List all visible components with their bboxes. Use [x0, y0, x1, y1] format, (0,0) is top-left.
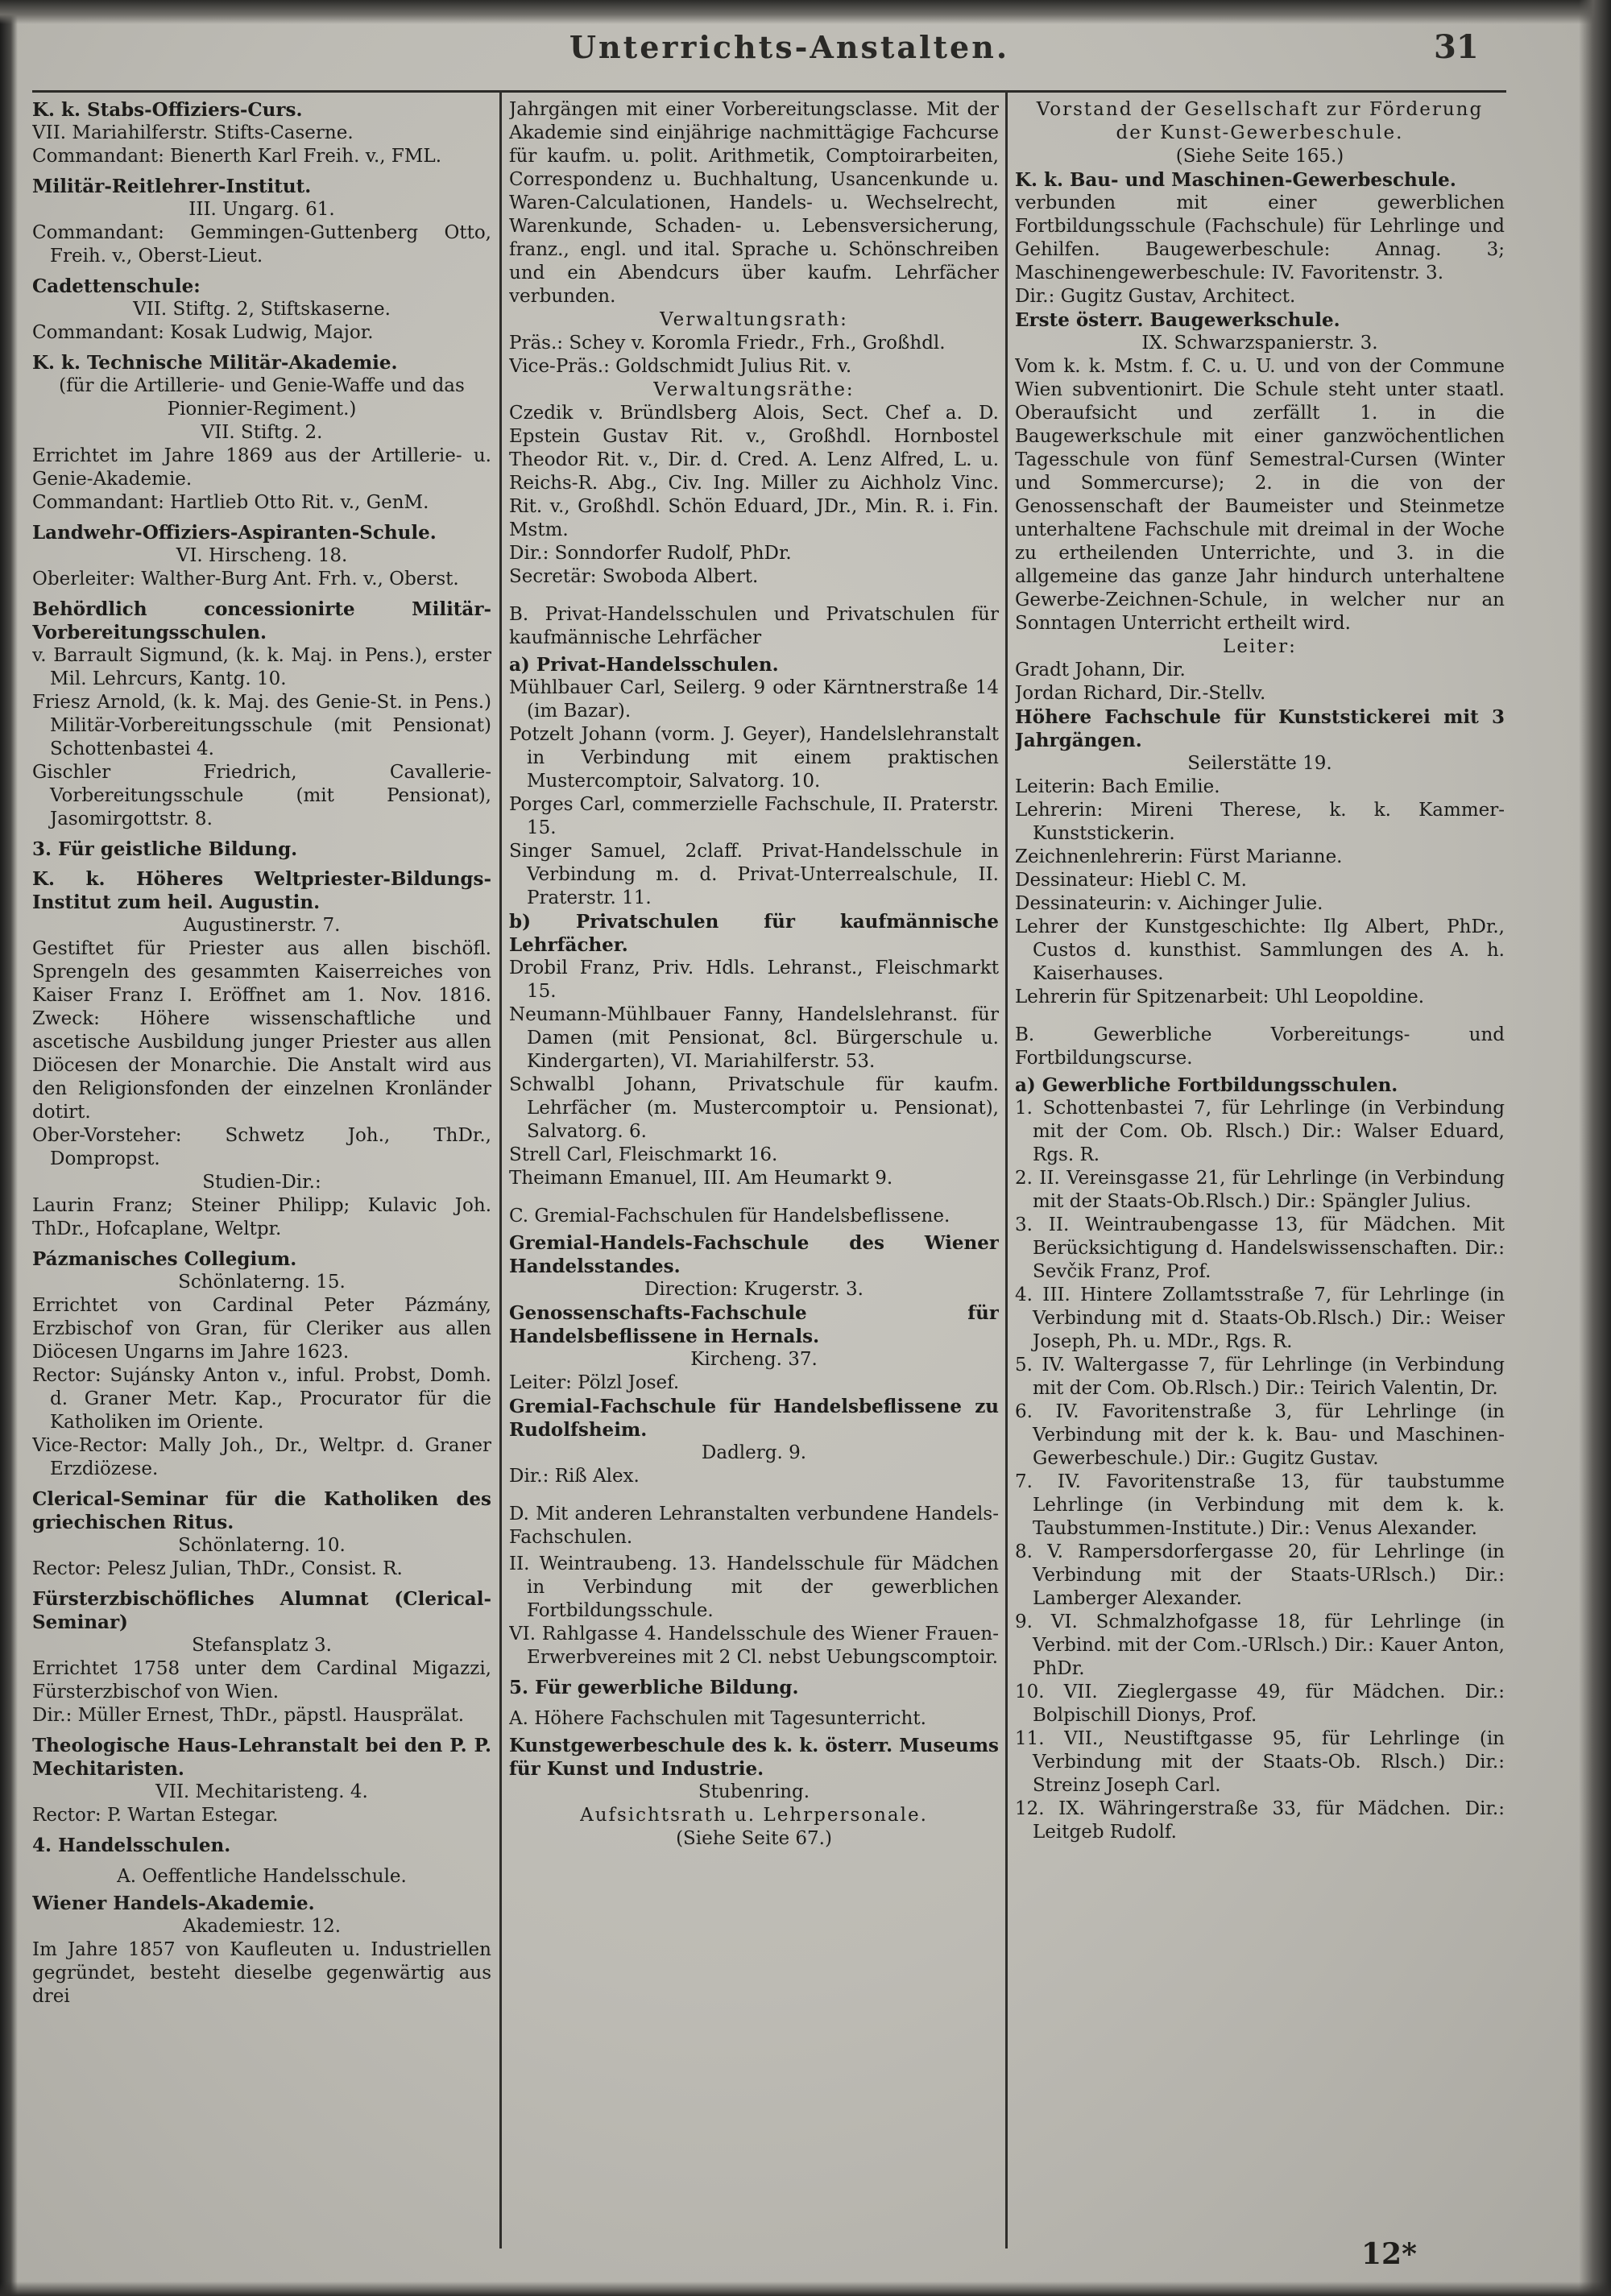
column-divider: [1005, 90, 1008, 2248]
school-entry: Friesz Arnold, (k. k. Maj. des Genie-St. in Pens.) Militär-Vorbereitungsschule (mit Pensionat) Schottenbastei 4.: [32, 692, 491, 759]
address: VI. Hirscheng. 18.: [176, 545, 348, 566]
section-heading: Kunstgewerbeschule des k. k. österr. Museums für Kunst und Industrie.: [509, 1735, 999, 1780]
school-entry: 9. VI. Schmalzhofgasse 18, für Lehrlinge (in Verbind. mit der Com.-URlsch.) Dir.: Kauer Anton, PhDr.: [1015, 1611, 1505, 1679]
person-entry: Dessinateur: Hiebl C. M.: [1015, 870, 1247, 891]
person-entry: Dir.: Riß Alex.: [509, 1466, 640, 1487]
running-head: Unterrichts-Anstalten.: [569, 29, 1010, 65]
address: Dadlerg. 9.: [701, 1442, 807, 1463]
address: VII. Stiftg. 2, Stiftskaserne.: [133, 299, 391, 320]
school-entry: 12. IX. Währingerstraße 33, für Mädchen. Dir.: Leitgeb Rudolf.: [1015, 1798, 1505, 1843]
label: Aufsichtsrath u. Lehrpersonale.: [580, 1805, 928, 1826]
description: verbunden mit einer gewerblichen Fortbildungsschule (Fachschule) für Lehrlinge und Gehilfen. Baugewerbeschule: Annag. 3; Maschinengewerbeschule: IV. Favoritenstr. 3.: [1015, 192, 1505, 283]
school-entry: 1. Schottenbastei 7, für Lehrlinge (in Verbindung mit der Com. Ob. Rlsch.) Dir.: Walser Eduard, Rgs. R.: [1015, 1098, 1505, 1165]
school-entry: 2. II. Vereinsgasse 21, für Lehrlinge (in Verbindung mit der Staats-Ob.Rlsch.) Dir.: Spängler Julius.: [1015, 1168, 1505, 1212]
column-1: [32, 98, 491, 2273]
section-heading: Höhere Fachschule für Kunststickerei mit 3 Jahrgängen.: [1015, 706, 1505, 751]
scan-edge-left: [0, 0, 18, 2296]
school-entry: Neumann-Mühlbauer Fanny, Handelslehranst. für Damen (mit Pensionat, 8cl. Bürgerschule u. Kindergarten), VI. Mariahilferstr. 53.: [509, 1004, 999, 1072]
school-entry: 10. VII. Zieglergasse 49, für Mädchen. Dir.: Bolpischill Dionys, Prof.: [1015, 1682, 1505, 1726]
address: Schönlaterng. 10.: [178, 1535, 346, 1556]
section-heading: a) Gewerbliche Fortbildungsschulen.: [1015, 1074, 1398, 1096]
person-entry: Lehrerin für Spitzenarbeit: Uhl Leopoldine.: [1015, 987, 1425, 1007]
description: Errichtet von Cardinal Peter Pázmány, Erzbischof von Gran, für Cleriker aus allen Diöcesen Ungarns im Jahre 1623.: [32, 1295, 491, 1363]
school-entry: 7. IV. Favoritenstraße 13, für taubstumme Lehrlinge (in Verbindung mit dem k. k. Taubstummen-Institute.) Dir.: Venus Alexander.: [1015, 1471, 1505, 1539]
section-heading: Pázmanisches Collegium.: [32, 1248, 297, 1270]
person-entry: Secretär: Swoboda Albert.: [509, 566, 759, 587]
person-entry: Dir.: Müller Ernest, ThDr., päpstl. Hausprälat.: [32, 1705, 465, 1726]
school-entry: Singer Samuel, 2claff. Privat-Handelsschule in Verbindung m. d. Privat-Unterrealschule, II. Praterstr. 11.: [509, 841, 999, 908]
person-entry: Leiterin: Bach Emilie.: [1015, 776, 1220, 797]
address: Stefansplatz 3.: [192, 1635, 332, 1656]
person-entry: Gradt Johann, Dir.: [1015, 660, 1186, 681]
section-heading: Cadettenschule:: [32, 275, 201, 297]
school-entry: Porges Carl, commerzielle Fachschule, II. Praterstr. 15.: [509, 794, 999, 838]
section-heading: Erste österr. Baugewerkschule.: [1015, 309, 1340, 331]
label: Verwaltungsräthe:: [653, 379, 855, 400]
subsection-heading: A. Oeffentliche Handelsschule.: [117, 1866, 407, 1887]
section-heading: Gremial-Fachschule für Handelsbeflissene zu Rudolfsheim.: [509, 1396, 999, 1441]
person-entry: Dir.: Sonndorfer Rudolf, PhDr.: [509, 543, 792, 564]
school-entry: Drobil Franz, Priv. Hdls. Lehranst., Fleischmarkt 15.: [509, 958, 999, 1002]
person-entry: Dessinateurin: v. Aichinger Julie.: [1015, 893, 1323, 914]
label: Vorstand der Gesellschaft zur Förderung der Kunst-Gewerbeschule.: [1036, 99, 1484, 143]
chapter-heading: 3. Für geistliche Bildung.: [32, 838, 298, 860]
person-entry: Rector: Pelesz Julian, ThDr., Consist. R.: [32, 1558, 403, 1579]
subsection-heading: B. Gewerbliche Vorbereitungs- und Fortbildungscurse.: [1015, 1024, 1505, 1069]
person-entry: Leiter: Pölzl Josef.: [509, 1372, 680, 1393]
section-heading: Wiener Handels-Akademie.: [32, 1893, 315, 1914]
section-heading: K. k. Technische Militär-Akademie.: [32, 352, 398, 374]
section-heading: Clerical-Seminar für die Katholiken des griechischen Ritus.: [32, 1488, 491, 1533]
label: Leiter:: [1223, 636, 1297, 657]
section-heading: b) Privatschulen für kaufmännische Lehrfächer.: [509, 911, 999, 956]
scan-edge-top: [0, 0, 1611, 24]
description: Vom k. k. Mstm. f. C. u. U. und von der Commune Wien subventionirt. Die Schule steht unter staatl. Oberaufsicht und zerfällt 1. in die Baugewerkschule mit einer ganzwöchentlichen Tagesschule von fünf Semestral-Cursen (Winter und Sommercurse); 2. in die von der Genossenschaft der Baumeister und Steinmetze unterhaltene Fachschule mit dreimal in der Woche zu ertheilenden Unterrichte, und 3. in die allgemeine das ganze Jahr hindurch unterhaltene Gewerbe-Zeichnen-Schule, in welcher nur an Sonntagen Unterricht ertheilt wird.: [1015, 356, 1505, 634]
section-heading: K. k. Höheres Weltpriester-Bildungs-Institut zum heil. Augustin.: [32, 868, 491, 913]
column-divider: [499, 90, 502, 2248]
school-entry: II. Weintraubeng. 13. Handelsschule für Mädchen in Verbindung mit der gewerblichen Fortbildungsschule.: [509, 1553, 999, 1621]
subsection-heading: A. Höhere Fachschulen mit Tagesunterricht.: [509, 1708, 926, 1729]
person-entry: Jordan Richard, Dir.-Stellv.: [1015, 683, 1266, 704]
person-entry: Rector: P. Wartan Estegar.: [32, 1805, 279, 1826]
person-entry: Commandant: Hartlieb Otto Rit. v., GenM.: [32, 492, 429, 513]
school-entry: Gischler Friedrich, Cavallerie-Vorbereitungsschule (mit Pensionat), Jasomirgottstr. 8.: [32, 762, 491, 829]
school-entry: VI. Rahlgasse 4. Handelsschule des Wiener Frauen-Erwerbvereines mit 2 Cl. nebst Uebungscomptoir.: [509, 1624, 999, 1668]
address: Kircheng. 37.: [690, 1349, 818, 1370]
school-entry: 6. IV. Favoritenstraße 3, für Lehrlinge (in Verbindung mit der k. k. Bau- und Maschinen-Gewerbeschule.) Dir.: Gugitz Gustav.: [1015, 1401, 1505, 1469]
header-rule: [32, 90, 1506, 93]
person-entry: Commandant: Bienerth Karl Freih. v., FML.: [32, 146, 441, 167]
page-reference: (Siehe Seite 165.): [1175, 146, 1344, 167]
column-3: [1015, 98, 1505, 2273]
school-entry: Strell Carl, Fleischmarkt 16.: [509, 1144, 778, 1165]
section-heading: Gremial-Handels-Fachschule des Wiener Handelsstandes.: [509, 1232, 999, 1277]
subsection-heading: B. Privat-Handelsschulen und Privatschulen für kaufmännische Lehrfächer: [509, 604, 999, 648]
signature-mark: 12*: [1361, 2237, 1417, 2271]
label: Verwaltungsrath:: [660, 309, 848, 330]
address: Augustinerstr. 7.: [183, 915, 341, 936]
school-entry: 8. V. Rampersdorfergasse 20, für Lehrlinge (in Verbindung mit der Staats-URlsch.) Dir.: Lamberger Alexander.: [1015, 1541, 1505, 1609]
scan-edge-right: [1579, 0, 1611, 2296]
address: IX. Schwarzspanierstr. 3.: [1141, 333, 1378, 354]
school-entry: 11. VII., Neustiftgasse 95, für Lehrlinge (in Verbindung mit der Staats-Ob. Rlsch.) Dir.: Streinz Joseph Carl.: [1015, 1728, 1505, 1796]
chapter-heading: 5. Für gewerbliche Bildung.: [509, 1677, 799, 1698]
label: Studien-Dir.:: [202, 1172, 321, 1193]
person-entry: Commandant: Gemmingen-Guttenberg Otto, Freih. v., Oberst-Lieut.: [32, 222, 491, 267]
note: (für die Artillerie- und Genie-Waffe und das Pionnier-Regiment.): [59, 375, 465, 420]
section-heading: Militär-Reitlehrer-Institut.: [32, 176, 312, 197]
address: III. Ungarg. 61.: [188, 199, 335, 220]
page-reference: (Siehe Seite 67.): [676, 1828, 832, 1849]
address: Stubenring.: [698, 1781, 810, 1802]
section-heading: K. k. Bau- und Maschinen-Gewerbeschule.: [1015, 169, 1456, 191]
note: Errichtet im Jahre 1869 aus der Artillerie- u. Genie-Akademie.: [32, 445, 491, 490]
person-entry: Oberleiter: Walther-Burg Ant. Frh. v., Oberst.: [32, 569, 459, 590]
scan-edge-bottom: [0, 2282, 1611, 2296]
person-entry: Commandant: Kosak Ludwig, Major.: [32, 322, 374, 343]
section-heading: Fürsterzbischöfliches Alumnat (Clerical-Seminar): [32, 1588, 491, 1633]
person-entry: Laurin Franz; Steiner Philipp; Kulavic Joh. ThDr., Hofcaplane, Weltpr.: [32, 1195, 491, 1239]
description: Jahrgängen mit einer Vorbereitungsclasse. Mit der Akademie sind einjährige nachmittägige Fachcurse für kaufm. u. polit. Arithmetik, Comptoirarbeiten, Correspondenz u. Buchhaltung, Usancenkunde u. Waren-Calculationen, Handels- u. Wechselrecht, Warenkunde, Schaden- u. Lebensversicherung, franz., engl. und ital. Sprache u. Schönschreiben und ein Abendcurs über kaufm. Lehrfächer verbunden.: [509, 99, 999, 307]
school-entry: Potzelt Johann (vorm. J. Geyer), Handelslehranstalt in Verbindung mit einem praktischen Mustercomptoir, Salvatorg. 10.: [509, 724, 999, 792]
person-entry: Lehrerin: Mireni Therese, k. k. Kammer-Kunststickerin.: [1015, 800, 1505, 844]
description: Gestiftet für Priester aus allen bischöfl. Sprengeln des gesammten Kaiserreiches von Kaiser Franz I. Eröffnet am 1. Nov. 1816. Zweck: Höhere wissenschaftliche und ascetische Ausbildung junger Priester aus allen Diöcesen der Monarchie. Die Anstalt wird aus den Religionsfonden der einzelnen Kronländer dotirt.: [32, 938, 491, 1123]
person-entry: Lehrer der Kunstgeschichte: Ilg Albert, PhDr., Custos d. kunsthist. Sammlungen des A. h. Kaiserhauses.: [1015, 916, 1505, 984]
chapter-heading: 4. Handelsschulen.: [32, 1835, 231, 1856]
section-heading: K. k. Stabs-Offiziers-Curs.: [32, 99, 303, 121]
page-number: 31: [1434, 28, 1479, 66]
address: Schönlaterng. 15.: [178, 1272, 346, 1293]
school-entry: 5. IV. Waltergasse 7, für Lehrlinge (in Verbindung mit der Com. Ob.Rlsch.) Dir.: Teirich Valentin, Dr.: [1015, 1355, 1505, 1399]
person-entry: Rector: Sujánsky Anton v., inful. Probst, Domh. d. Graner Metr. Kap., Procurator für die Katholiken im Oriente.: [32, 1365, 491, 1433]
subsection-heading: C. Gremial-Fachschulen für Handelsbeflissene.: [509, 1206, 950, 1227]
school-entry: Theimann Emanuel, III. Am Heumarkt 9.: [509, 1168, 893, 1189]
column-2: [509, 98, 999, 2273]
section-heading: Behördlich concessionirte Militär-Vorbereitungsschulen.: [32, 598, 491, 643]
school-entry: v. Barrault Sigmund, (k. k. Maj. in Pens.), erster Mil. Lehrcurs, Kantg. 10.: [32, 645, 491, 689]
description: Im Jahre 1857 von Kaufleuten u. Industriellen gegründet, besteht dieselbe gegenwärtig aus drei: [32, 1939, 491, 2007]
person-entry: Dir.: Gugitz Gustav, Architect.: [1015, 286, 1296, 307]
description: Errichtet 1758 unter dem Cardinal Migazzi, Fürsterzbischof von Wien.: [32, 1658, 491, 1702]
school-entry: 3. II. Weintraubengasse 13, für Mädchen. Mit Berücksichtigung d. Handelswissenschaften. Dir.: Sevčik Franz, Prof.: [1015, 1214, 1505, 1282]
section-heading: a) Privat-Handelsschulen.: [509, 654, 779, 676]
address: Direction: Krugerstr. 3.: [644, 1279, 863, 1300]
address: VII. Mechitaristeng. 4.: [155, 1781, 368, 1802]
address: Akademiestr. 12.: [182, 1916, 342, 1937]
address: Seilerstätte 19.: [1187, 753, 1332, 774]
person-entry: Vice-Präs.: Goldschmidt Julius Rit. v.: [509, 356, 852, 377]
section-heading: Theologische Haus-Lehranstalt bei den P. P. Mechitaristen.: [32, 1735, 491, 1780]
school-entry: 4. III. Hintere Zollamtsstraße 7, für Lehrlinge (in Verbindung mit d. Staats-Ob.Rlsch.) Dir.: Weiser Joseph, Ph. u. MDr., Rgs. R.: [1015, 1285, 1505, 1352]
person-entry: Vice-Rector: Mally Joh., Dr., Weltpr. d. Graner Erzdiözese.: [32, 1435, 491, 1479]
section-heading: Genossenschafts-Fachschule für Handelsbeflissene in Hernals.: [509, 1302, 999, 1347]
member-list: Czedik v. Bründlsberg Alois, Sect. Chef a. D. Epstein Gustav Rit. v., Großhdl. Hornbostel Theodor Rit. v., Dir. d. Cred. A. Lenz Alfred, L. u. Reichs-R. Abg., Civ. Ing. Miller zu Aichholz Vinc. Rit. v., Großhdl. Schön Eduard, JDr., Min. R. i. Fin. Mstm.: [509, 403, 999, 540]
person-entry: Ober-Vorsteher: Schwetz Joh., ThDr., Dompropst.: [32, 1125, 491, 1169]
subsection-heading: D. Mit anderen Lehranstalten verbundene Handels-Fachschulen.: [509, 1504, 999, 1548]
address: VII. Mariahilferstr. Stifts-Caserne.: [32, 122, 354, 143]
person-entry: Präs.: Schey v. Koromla Friedr., Frh., Großhdl.: [509, 333, 946, 354]
section-heading: Landwehr-Offiziers-Aspiranten-Schule.: [32, 522, 437, 544]
school-entry: Schwalbl Johann, Privatschule für kaufm. Lehrfächer (m. Mustercomptoir u. Pensionat), Salvatorg. 6.: [509, 1074, 999, 1142]
person-entry: Zeichnenlehrerin: Fürst Marianne.: [1015, 846, 1343, 867]
address: VII. Stiftg. 2.: [201, 422, 323, 443]
school-entry: Mühlbauer Carl, Seilerg. 9 oder Kärntnerstraße 14 (im Bazar).: [509, 677, 999, 722]
